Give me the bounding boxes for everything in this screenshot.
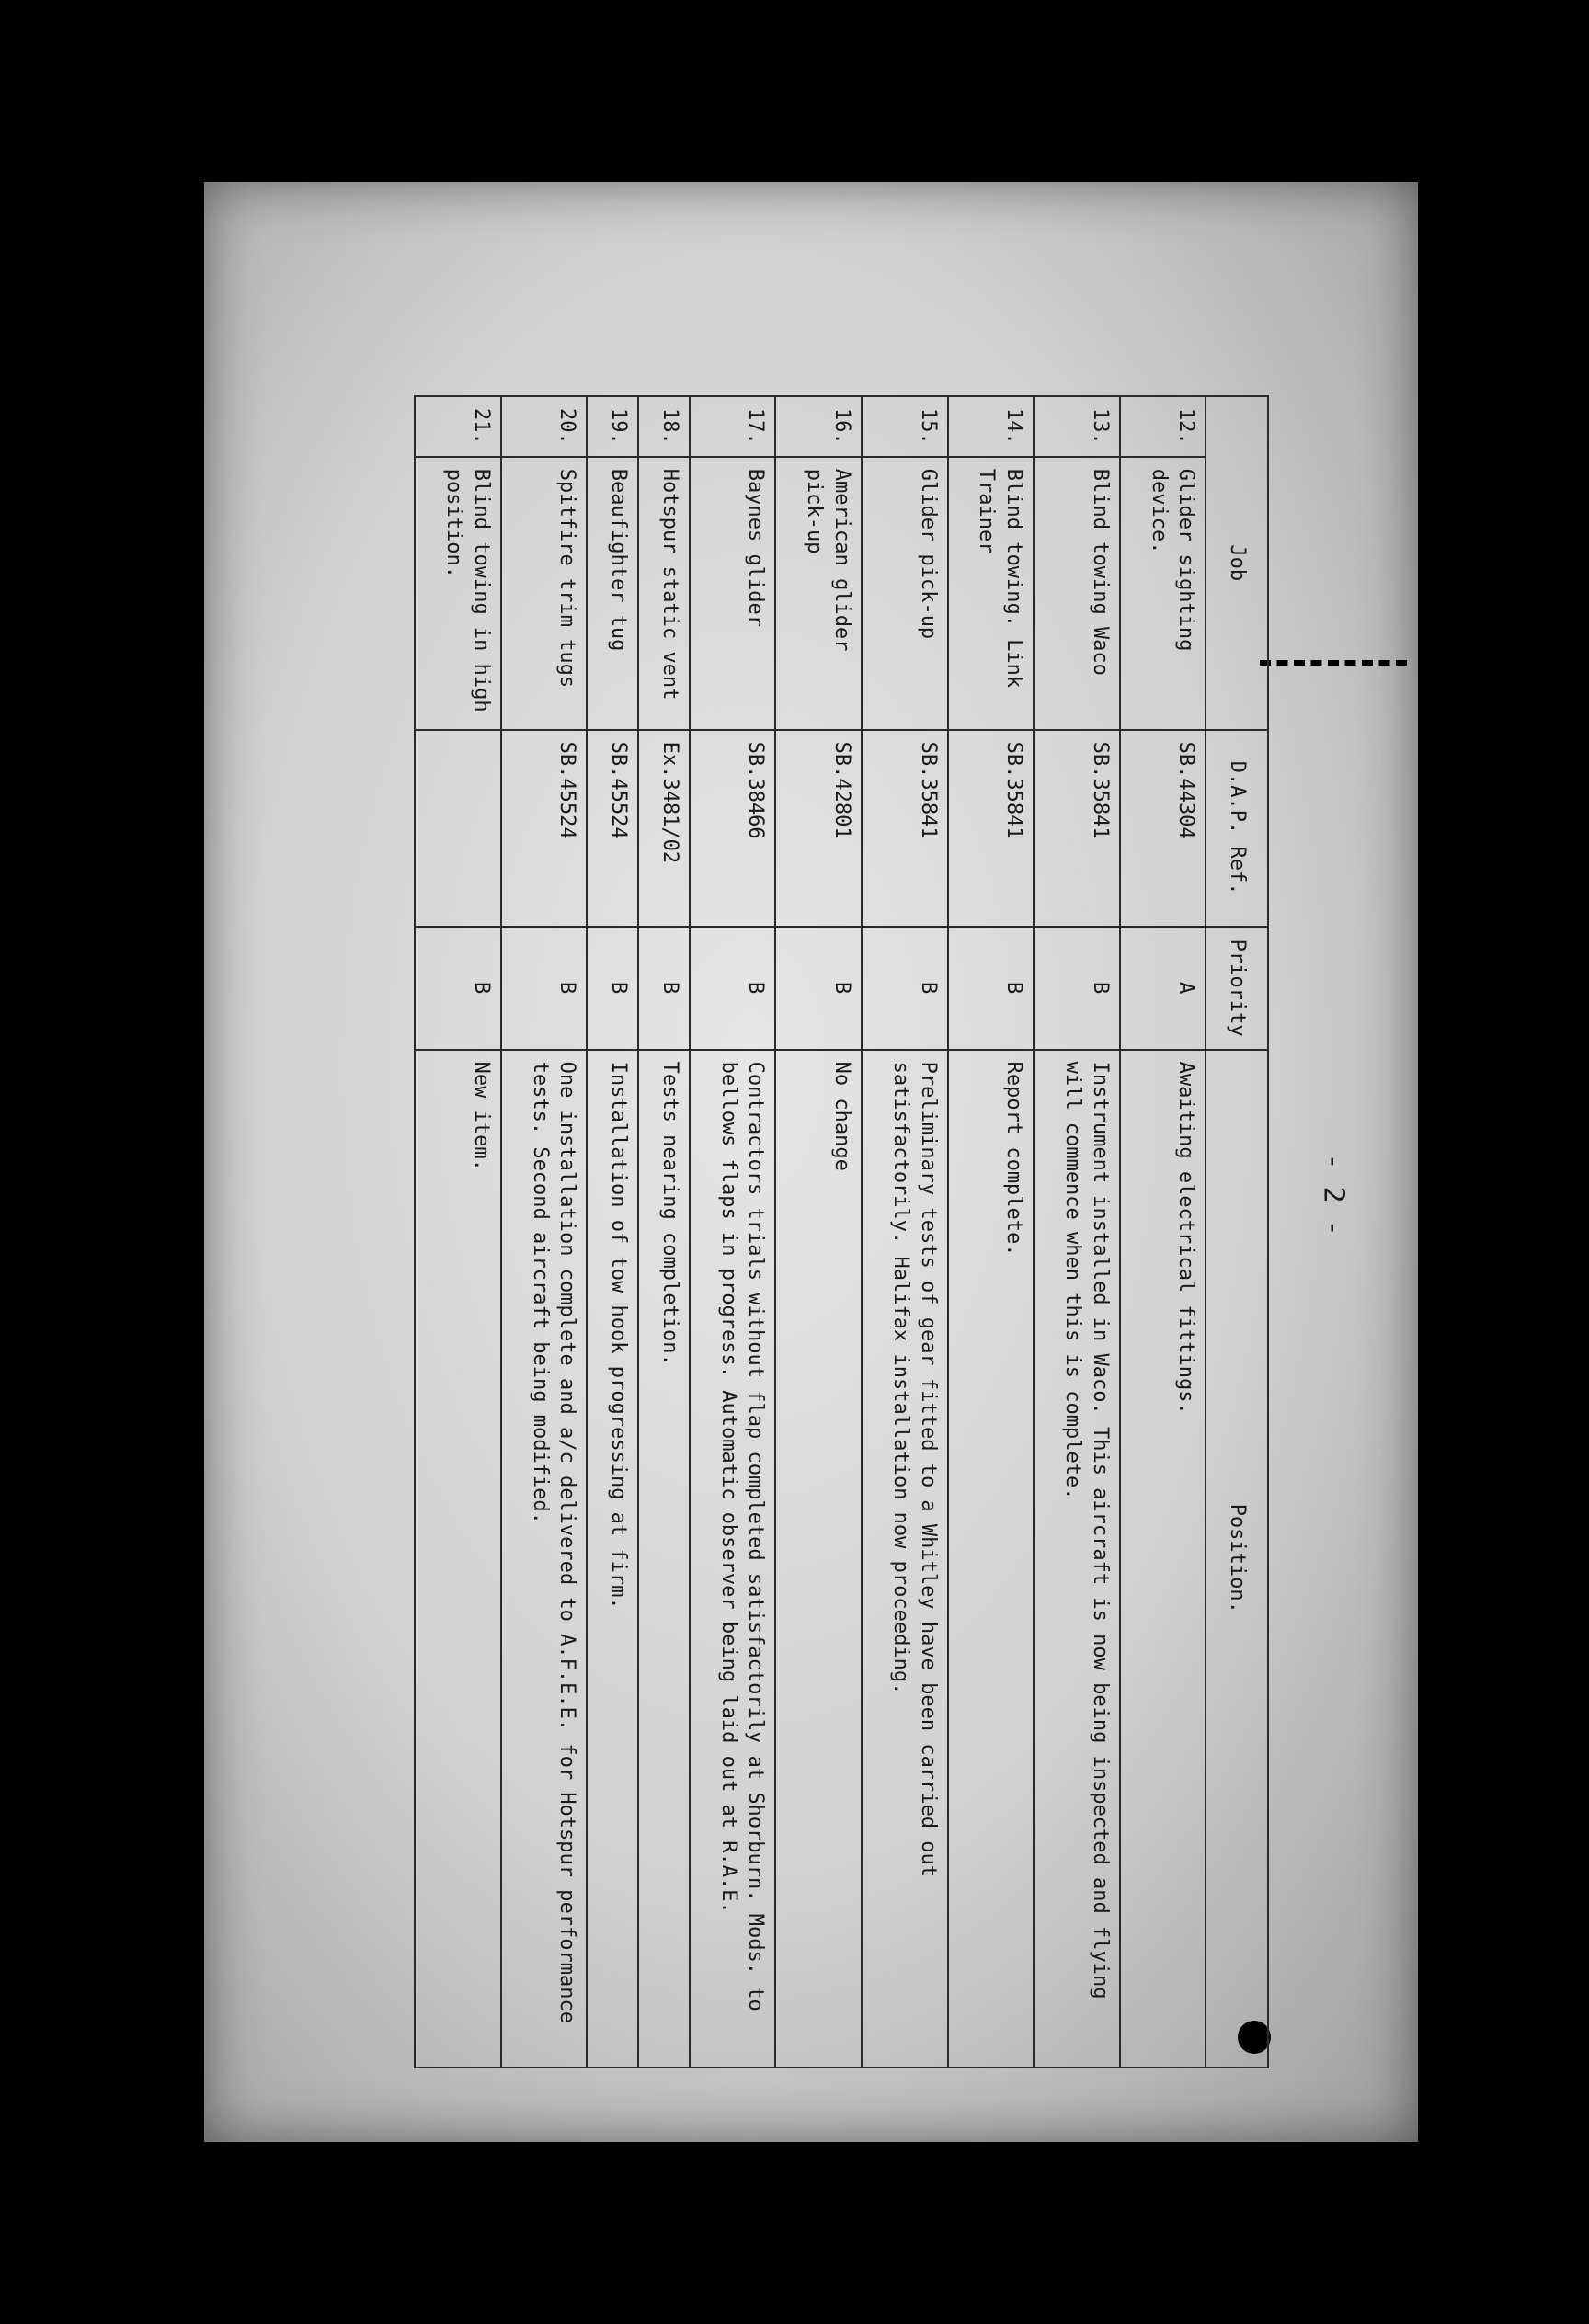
row-position: Instrument installed in Waco. This aircraft is now being inspected and flying will commence when this is complete. <box>1034 1050 1120 2068</box>
row-ref: SB.35841 <box>862 730 948 927</box>
header-position: Position. <box>1206 1050 1268 2068</box>
row-position: Installation of tow hook progressing at firm. <box>587 1050 638 2068</box>
row-number: 19. <box>587 396 638 457</box>
row-position: New item. <box>415 1050 501 2068</box>
row-position: Awaiting electrical fittings. <box>1120 1050 1206 2068</box>
row-priority: B <box>415 927 501 1050</box>
row-job: Glider pick-up <box>862 457 948 730</box>
row-position: Report complete. <box>948 1050 1035 2068</box>
table-row <box>415 396 501 2068</box>
progress-table <box>414 395 1269 2068</box>
row-priority: B <box>1034 927 1120 1050</box>
header-job: Job <box>1206 396 1268 730</box>
row-ref: SB.44304 <box>1120 730 1206 927</box>
row-job: Spitfire trim tugs <box>501 457 588 730</box>
row-ref: SB.45524 <box>501 730 588 927</box>
row-priority: B <box>948 927 1035 1050</box>
row-priority: B <box>501 927 588 1050</box>
row-ref: SB.45524 <box>587 730 638 927</box>
table-row <box>1120 396 1206 2068</box>
row-priority: B <box>638 927 690 1050</box>
row-priority: B <box>690 927 776 1050</box>
row-job: Blind towing. Link Trainer <box>948 457 1035 730</box>
row-number: 14. <box>948 396 1035 457</box>
row-number: 13. <box>1034 396 1120 457</box>
table-row <box>501 396 588 2068</box>
row-job: Baynes glider <box>690 457 776 730</box>
table-row <box>862 396 948 2068</box>
row-number: 20. <box>501 396 588 457</box>
row-priority: B <box>775 927 862 1050</box>
row-position: One installation complete and a/c delivered to A.F.E.E. for Hotspur performance tests. Second aircraft being modified. <box>501 1050 588 2068</box>
row-job: American glider pick-up <box>775 457 862 730</box>
row-ref: SB.35841 <box>1034 730 1120 927</box>
row-position: Preliminary tests of gear fitted to a Whitley have been carried out satisfactorily. Halifax installation now proceeding. <box>862 1050 948 2068</box>
row-number: 21. <box>415 396 501 457</box>
table-row <box>587 396 638 2068</box>
table-row <box>638 396 690 2068</box>
row-ref: SB.35841 <box>948 730 1035 927</box>
row-ref: SB.38466 <box>690 730 776 927</box>
header-priority: Priority <box>1206 927 1268 1050</box>
row-number: 17. <box>690 396 776 457</box>
header-ref: D.A.P. Ref. <box>1206 730 1268 927</box>
table-row <box>948 396 1035 2068</box>
row-number: 16. <box>775 396 862 457</box>
rotated-table-area <box>414 395 1269 2068</box>
row-position: Contractors trials without flap completed satisfactorily at Shorburn. Mods. to bellows flaps in progress. Automatic observer being laid out at R.A.E. <box>690 1050 776 2068</box>
row-position: Tests nearing completion. <box>638 1050 690 2068</box>
row-ref <box>415 730 501 927</box>
row-priority: B <box>587 927 638 1050</box>
row-number: 15. <box>862 396 948 457</box>
row-job: Blind towing Waco <box>1034 457 1120 730</box>
table-header-row <box>1206 396 1268 2068</box>
dashed-mark <box>1260 660 1407 666</box>
row-job: Blind towing in high position. <box>415 457 501 730</box>
row-job: Hotspur static vent <box>638 457 690 730</box>
row-number: 12. <box>1120 396 1206 457</box>
table-row <box>690 396 776 2068</box>
row-number: 18. <box>638 396 690 457</box>
row-position: No change <box>775 1050 862 2068</box>
table-row <box>775 396 862 2068</box>
row-ref: SB.42801 <box>775 730 862 927</box>
table-row <box>1034 396 1120 2068</box>
row-priority: A <box>1120 927 1206 1050</box>
page-number: - 2 - <box>1317 1153 1350 1236</box>
row-job: Glider sighting device. <box>1120 457 1206 730</box>
row-job: Beaufighter tug <box>587 457 638 730</box>
row-priority: B <box>862 927 948 1050</box>
row-ref: Ex.3481/02 <box>638 730 690 927</box>
